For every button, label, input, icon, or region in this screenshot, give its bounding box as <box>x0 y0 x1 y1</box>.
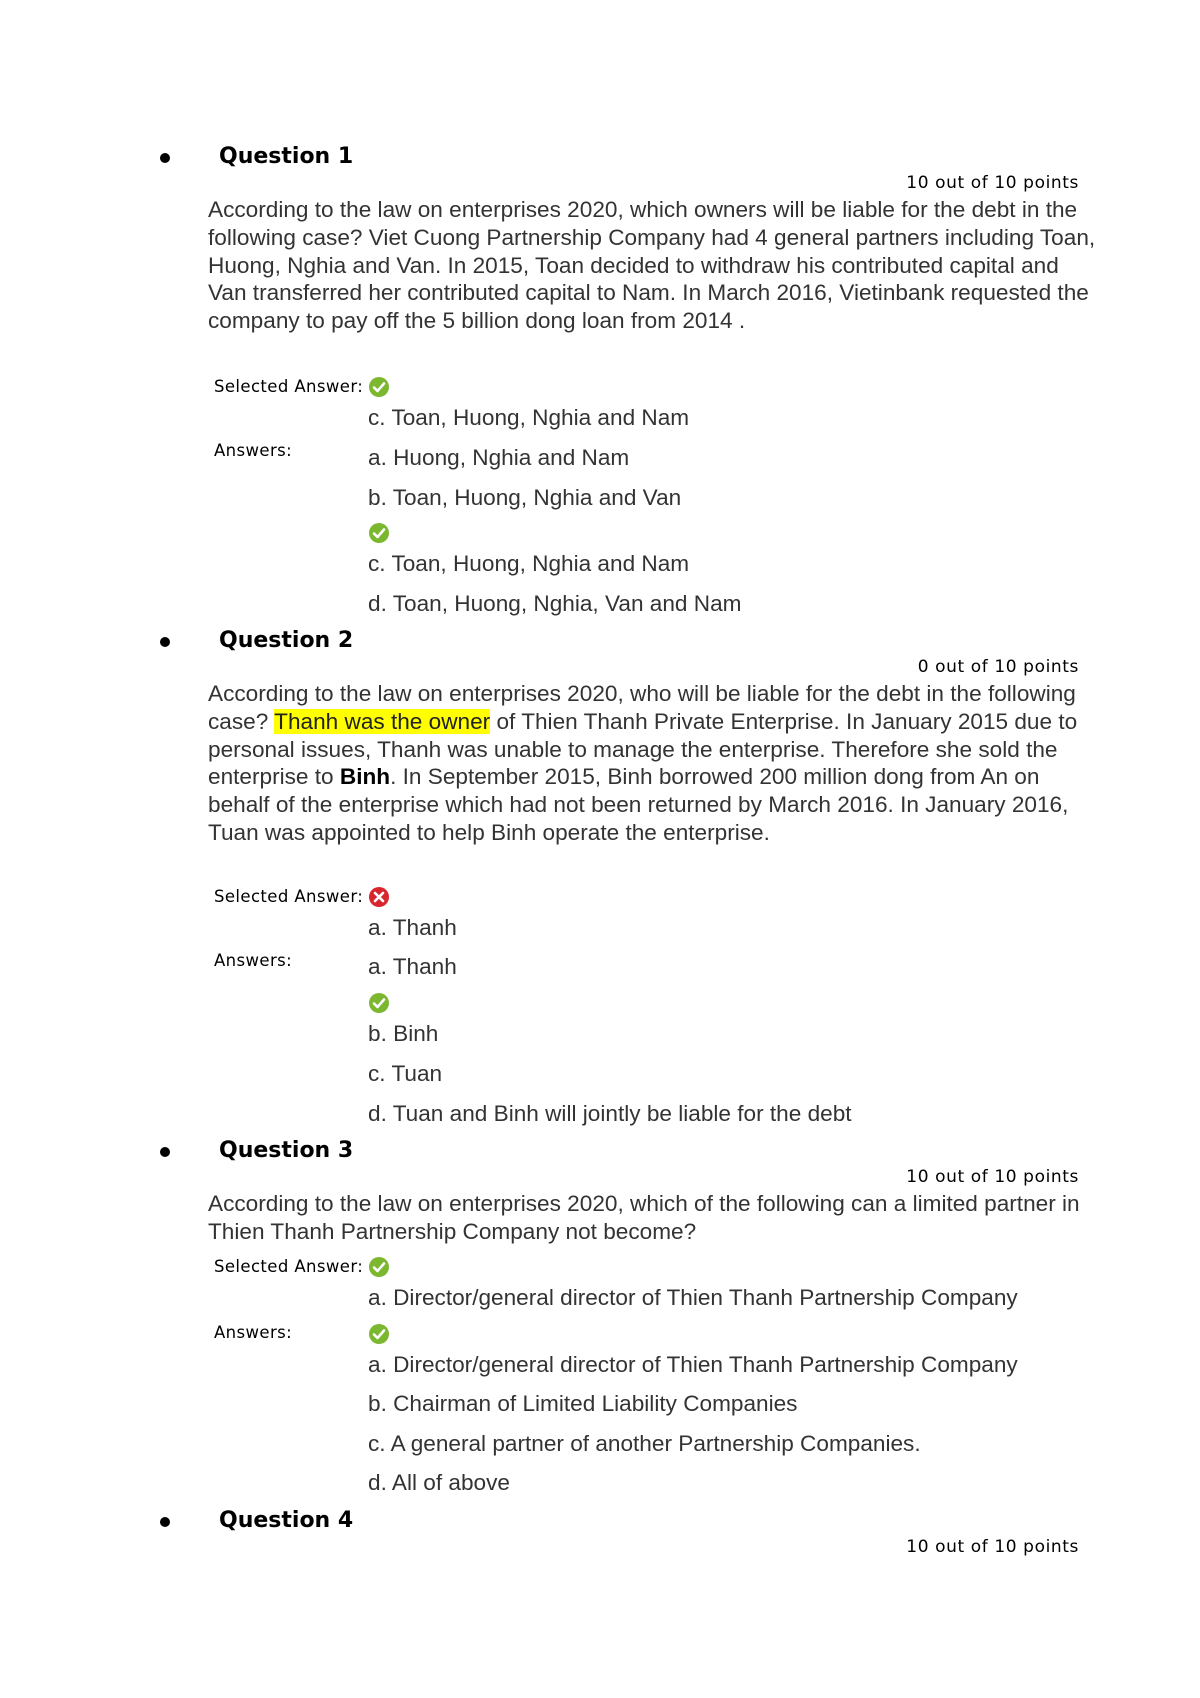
question-title: Question 3 <box>219 1138 354 1163</box>
question-points: 0 out of 10 points <box>917 657 1079 677</box>
selected-answer-text: a. Thanh <box>368 915 457 940</box>
answer-option: d. All of above <box>368 1470 510 1495</box>
question-text: According to the law on enterprises 2020, who will be liable for the debt in the following case? Thanh was the owner of Thien Thanh Private Enterprise. In January 2015 due to personal issues, Thanh was unable to manage the enterprise. Therefore she sold the enterprise to Binh. In September 2015, Binh borrowed 200 million dong from An on behalf of the enterprise which had not been returned by March 2016. In January 2016, Tuan was appointed to help Binh operate the enterprise. <box>208 681 1078 845</box>
selected-answer-label: Selected Answer: <box>214 887 364 906</box>
answer-option: d. Toan, Huong, Nghia, Van and Nam <box>368 591 742 616</box>
answer-option: d. Tuan and Binh will jointly be liable for the debt <box>368 1101 852 1126</box>
question-title: Question 4 <box>219 1508 354 1533</box>
question-text: According to the law on enterprises 2020, which of the following can a limited partner in Thien Thanh Partnership Company not become? <box>208 1191 1080 1244</box>
question-text: According to the law on enterprises 2020, which owners will be liable for the debt in the following case? Viet Cuong Partnership Company had 4 general partners including Toan, Huong, Nghia and Van. In 2015, Toan decided to withdraw his contributed capital and Van transferred her contributed capital to Nam. In March 2016, Vietinbank requested the company to pay off the 5 billion dong loan from 2014 . <box>208 197 1096 334</box>
question-title: Question 2 <box>219 628 354 653</box>
bullet-icon <box>160 1517 170 1527</box>
highlighted-text: Thanh was the owner <box>274 708 491 734</box>
check-icon <box>368 992 390 1014</box>
selected-answer-text: a. Director/general director of Thien Thanh Partnership Company <box>368 1285 1018 1310</box>
check-icon <box>368 376 390 398</box>
answers-label: Answers: <box>214 1323 293 1342</box>
selected-answer-label: Selected Answer: <box>214 1257 364 1276</box>
question-title: Question 1 <box>219 144 354 169</box>
bold-text: Binh <box>339 764 391 790</box>
answer-option: c. A general partner of another Partnership Companies. <box>368 1431 921 1456</box>
answer-option: a. Thanh <box>368 954 457 979</box>
bullet-icon <box>160 637 170 647</box>
answer-option: a. Huong, Nghia and Nam <box>368 445 630 470</box>
question-points: 10 out of 10 points <box>906 173 1079 193</box>
answer-option: a. Director/general director of Thien Thanh Partnership Company <box>368 1352 1018 1377</box>
selected-answer-text: c. Toan, Huong, Nghia and Nam <box>368 405 690 430</box>
answer-option: c. Toan, Huong, Nghia and Nam <box>368 551 690 576</box>
answer-option: b. Toan, Huong, Nghia and Van <box>368 485 682 510</box>
question-points: 10 out of 10 points <box>906 1167 1079 1187</box>
selected-answer-label: Selected Answer: <box>214 377 364 396</box>
bullet-icon <box>160 1147 170 1157</box>
check-icon <box>368 1323 390 1345</box>
answer-option: b. Binh <box>368 1021 439 1046</box>
answer-option: b. Chairman of Limited Liability Companies <box>368 1391 798 1416</box>
check-icon <box>368 522 390 544</box>
answer-option: c. Tuan <box>368 1061 443 1086</box>
check-icon <box>368 1256 390 1278</box>
x-icon <box>368 886 390 908</box>
bullet-icon <box>160 153 170 163</box>
answers-label: Answers: <box>214 441 293 460</box>
question-points: 10 out of 10 points <box>906 1537 1079 1557</box>
answers-label: Answers: <box>214 951 293 970</box>
